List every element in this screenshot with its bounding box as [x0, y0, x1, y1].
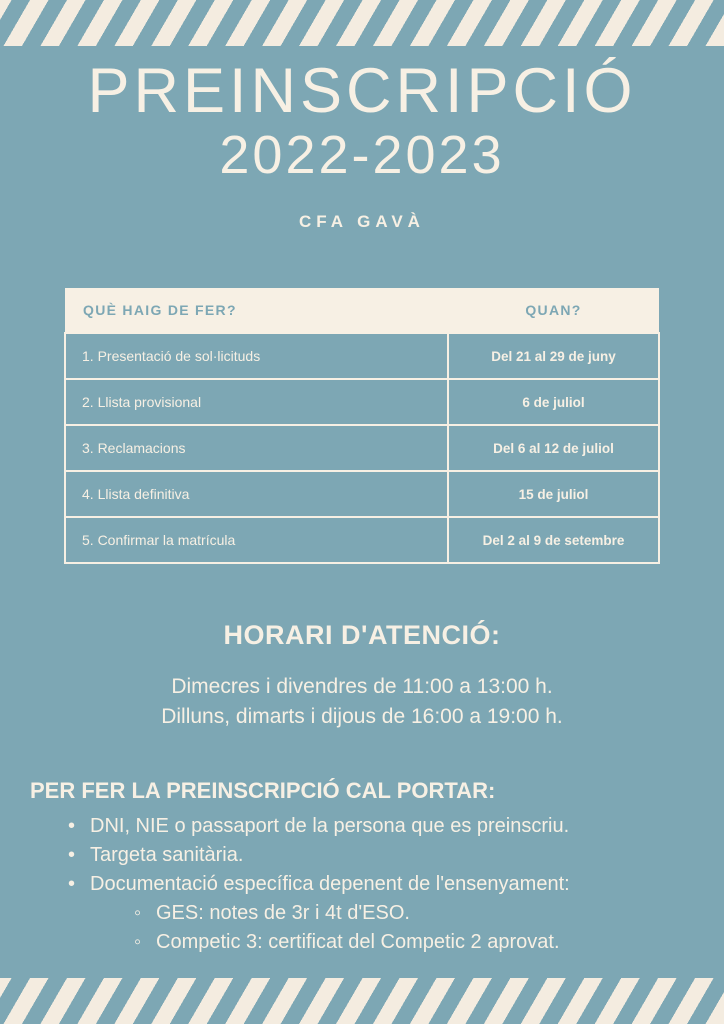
table-header	[65, 288, 659, 333]
list-item	[68, 841, 724, 870]
list-item-text: Documentació específica depenent de l'ensenyament:	[90, 873, 570, 895]
sub-list-item-text: Competic 3: certificat del Competic 2 aprovat.	[156, 931, 560, 953]
table-row	[65, 471, 659, 517]
office-hours-line: Dimecres i divendres de 11:00 a 13:00 h.	[171, 675, 553, 698]
office-hours-line: Dilluns, dimarts i dijous de 16:00 a 19:00 h.	[161, 705, 563, 729]
cell-step: 1. Presentació de sol·licituds	[65, 333, 448, 379]
cell-step: 2. Llista provisional	[65, 379, 448, 425]
table-row	[65, 333, 659, 379]
sub-list-item	[134, 899, 724, 928]
cell-date: Del 6 al 12 de juliol	[448, 425, 659, 471]
schedule-table-container	[64, 288, 660, 564]
cell-step: 4. Llista definitiva	[65, 471, 448, 517]
cell-date: 6 de juliol	[448, 379, 659, 425]
table-header-row	[65, 288, 659, 333]
list-item-text: DNI, NIE o passaport de la persona que es preinscriu.	[90, 815, 570, 837]
cell-date: 15 de juliol	[448, 471, 659, 517]
cell-date: Del 21 al 29 de juny	[448, 333, 659, 379]
office-hours-title: HORARI D'ATENCIÓ:	[223, 620, 501, 650]
table-body	[65, 333, 659, 563]
table-row	[65, 379, 659, 425]
schedule-table	[64, 288, 660, 564]
column-header-when: QUAN?	[448, 288, 659, 333]
list-item	[68, 812, 724, 841]
poster-header	[0, 58, 724, 232]
office-hours-lines	[0, 672, 724, 733]
table-row	[65, 517, 659, 563]
page-title-line-1: PREINSCRIPCIÓ	[87, 56, 637, 126]
requirements-title: PER FER LA PREINSCRIPCIÓ CAL PORTAR:	[30, 778, 496, 803]
decorative-stripe-top	[0, 0, 724, 46]
sub-list-item-text: GES: notes de 3r i 4t d'ESO.	[156, 902, 410, 924]
list-item	[68, 870, 724, 957]
cell-step: 5. Confirmar la matrícula	[65, 517, 448, 563]
requirements-sublist	[90, 899, 724, 957]
column-header-what: QUÈ HAIG DE FER?	[65, 288, 448, 333]
list-item-text: Targeta sanitària.	[90, 844, 244, 866]
table-row	[65, 425, 659, 471]
decorative-stripe-bottom	[0, 978, 724, 1024]
cell-date: Del 2 al 9 de setembre	[448, 517, 659, 563]
page-title-line-2: 2022-2023	[219, 125, 505, 186]
page-subtitle: CFA GAVÀ	[299, 212, 425, 232]
requirements-list	[30, 812, 724, 957]
sub-list-item	[134, 928, 724, 957]
cell-step: 3. Reclamacions	[65, 425, 448, 471]
